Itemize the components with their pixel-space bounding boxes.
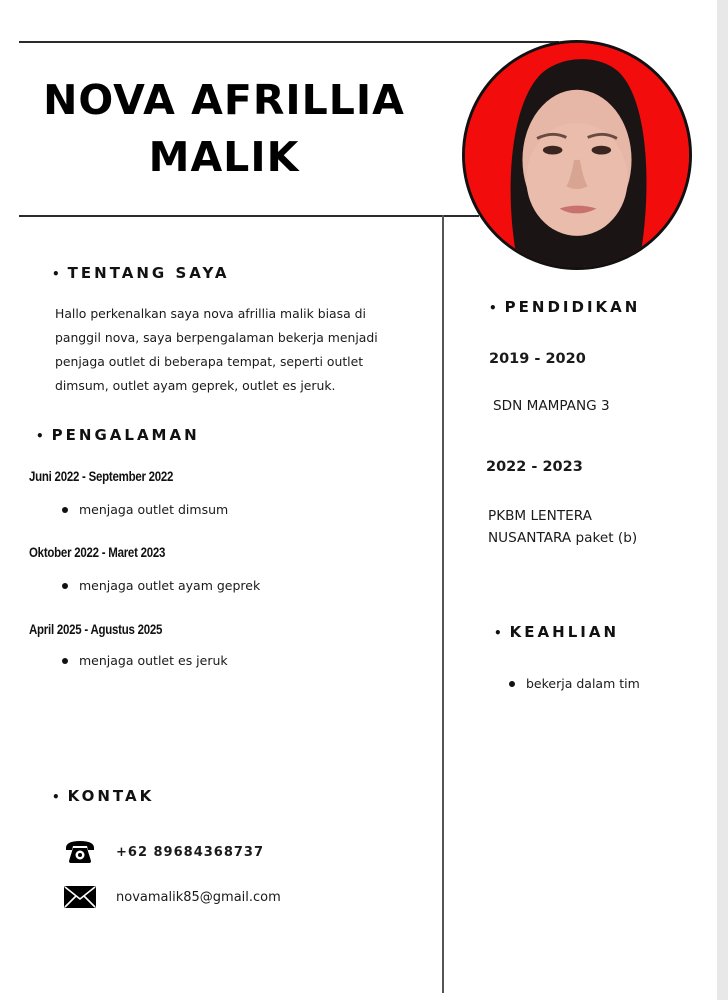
bullet-icon (62, 658, 68, 664)
email-address[interactable]: novamalik85@gmail.com (116, 889, 281, 905)
phone-number[interactable]: +62 89684368737 (116, 844, 265, 860)
education-years: 2019 - 2020 (489, 351, 586, 367)
about-title-text: TENTANG SAYA (67, 264, 230, 282)
header-top-rule (19, 41, 559, 43)
header-bottom-rule (19, 215, 479, 217)
portrait-image (465, 43, 689, 267)
bullet-icon: • (489, 301, 497, 315)
name-line-2: MALIK (148, 133, 300, 181)
job-period: Juni 2022 - September 2022 (29, 468, 174, 484)
experience-section-title (36, 426, 200, 444)
skills-title-text: KEAHLIAN (509, 623, 620, 641)
about-section-title (52, 264, 229, 282)
bullet-icon (62, 583, 68, 589)
contact-section-title (52, 787, 154, 805)
job-period: April 2025 - Agustus 2025 (29, 621, 163, 637)
job-period: Oktober 2022 - Maret 2023 (29, 544, 166, 560)
experience-title-text: PENGALAMAN (51, 426, 200, 444)
education-section-title (489, 298, 640, 316)
about-text: Hallo perkenalkan saya nova afrillia malik biasa di panggil nova, saya berpengalaman bekerja menjadi penjaga outlet di beberapa tempat, seperti outlet dimsum, outlet ayam geprek, outlet es jeruk. (55, 306, 378, 393)
education-years: 2022 - 2023 (486, 459, 583, 475)
job-duty: menjaga outlet es jeruk (62, 653, 228, 668)
candidate-name (20, 72, 428, 186)
bullet-icon: • (36, 429, 44, 443)
telephone-icon (62, 838, 98, 866)
viewer-gutter (717, 0, 728, 1000)
profile-photo (462, 40, 692, 270)
column-divider (442, 215, 444, 993)
bullet-icon: • (52, 790, 60, 804)
bullet-icon: • (52, 267, 60, 281)
skills-section-title (494, 623, 619, 641)
envelope-icon (62, 883, 98, 911)
contact-phone (62, 838, 264, 866)
contact-email (62, 883, 281, 911)
education-school: SDN MAMPANG 3 (493, 398, 610, 414)
education-school: PKBM LENTERA NUSANTARA paket (b) (488, 508, 638, 546)
bullet-icon (62, 507, 68, 513)
contact-title-text: KONTAK (67, 787, 155, 805)
bullet-icon: • (494, 626, 502, 640)
education-title-text: PENDIDIKAN (504, 298, 641, 316)
job-duty: menjaga outlet ayam geprek (62, 578, 260, 593)
skill-item: bekerja dalam tim (509, 676, 640, 691)
bullet-icon (509, 681, 515, 687)
job-duty: menjaga outlet dimsum (62, 502, 228, 517)
name-line-1: NOVA AFRILLIA (43, 76, 405, 124)
